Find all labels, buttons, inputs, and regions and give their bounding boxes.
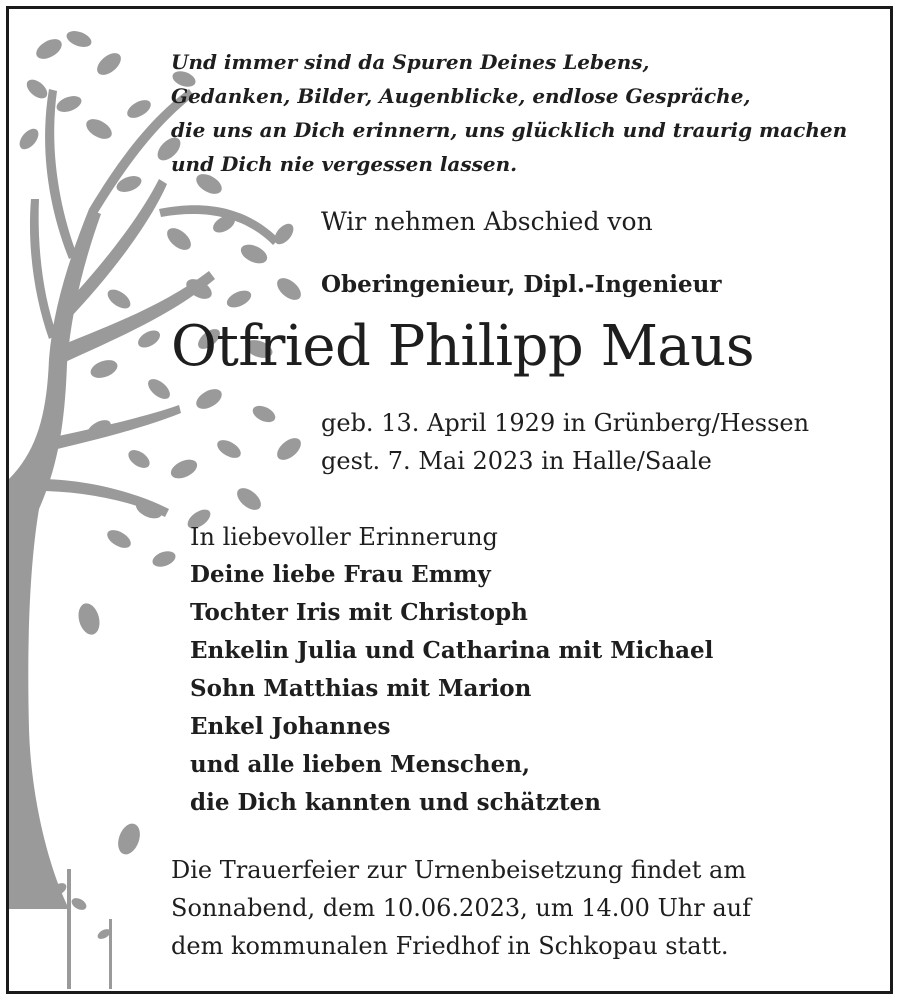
mourner-name: Enkelin Julia und Catharina mit Michael [190,637,714,664]
mourner-name: Deine liebe Frau Emmy [190,561,491,588]
birth-date: geb. 13. April 1929 in Grünberg/Hessen [321,409,810,437]
mourner-name: Sohn Matthias mit Marion [190,675,532,702]
mourner-name: und alle lieben Menschen, [190,751,530,778]
mourner-name: die Dich kannten und schätzten [190,789,601,816]
deceased-title: Oberingenieur, Dipl.-Ingenieur [321,271,722,298]
service-line: Die Trauerfeier zur Urnenbeisetzung findet am [171,856,747,884]
poem [171,45,847,181]
poem-line: Gedanken, Bilder, Augenblicke, endlose Gespräche, [171,84,751,108]
service-line: dem kommunalen Friedhof in Schkopau statt. [171,932,729,960]
obituary-frame [6,6,893,994]
mourner-name: Tochter Iris mit Christoph [190,599,528,626]
poem-line: die uns an Dich erinnern, uns glücklich und traurig machen [171,118,848,142]
deceased-name: Otfried Philipp Maus [171,314,755,379]
poem-line: und Dich nie vergessen lassen. [171,152,518,176]
mourners [190,518,713,822]
farewell-intro: Wir nehmen Abschied von [321,207,653,236]
mourner-name: Enkel Johannes [190,713,391,740]
mourners-heading: In liebevoller Erinnerung [190,523,498,551]
poem-line: Und immer sind da Spuren Deines Lebens, [171,50,650,74]
service-info [171,851,751,965]
service-line: Sonnabend, dem 10.06.2023, um 14.00 Uhr auf [171,894,751,922]
death-date: gest. 7. Mai 2023 in Halle/Saale [321,447,712,475]
life-dates [321,404,809,480]
